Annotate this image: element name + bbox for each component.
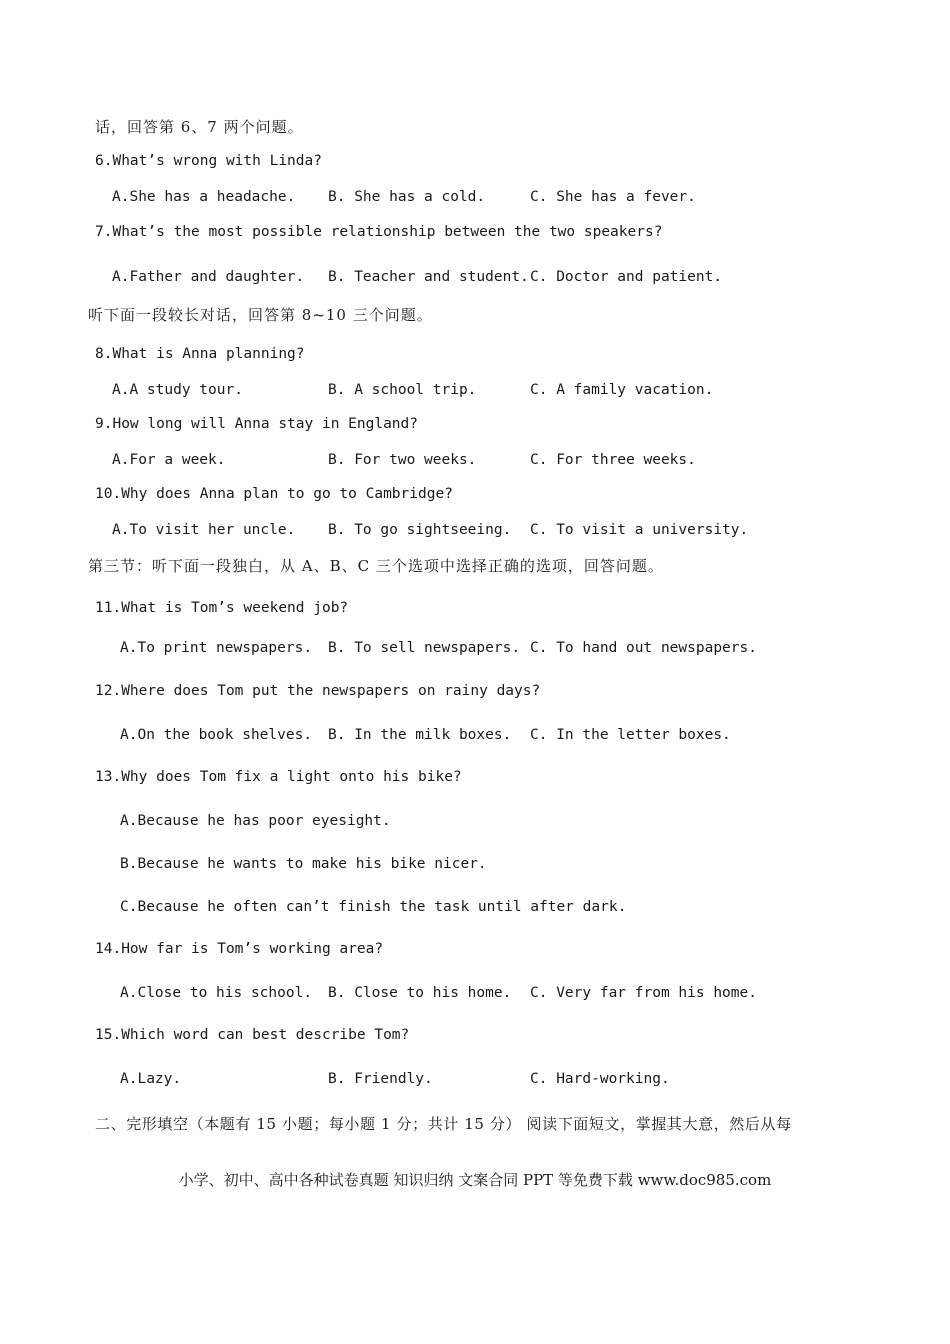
- q13-option-c: C.Because he often can’t finish the task until after dark.: [120, 899, 627, 915]
- q14-option-b: B. Close to his home.: [328, 985, 512, 1001]
- q12-option-a: A.On the book shelves.: [120, 727, 313, 743]
- q14-option-a: A.Close to his school.: [120, 985, 313, 1001]
- q7-option-b: B. Teacher and student.: [328, 269, 529, 285]
- q9-option-c: C. For three weeks.: [530, 452, 696, 468]
- question-10: 10.Why does Anna plan to go to Cambridge?: [95, 486, 453, 502]
- q15-option-a: A.Lazy.: [120, 1071, 182, 1087]
- q7-option-a: A.Father and daughter.: [112, 269, 305, 285]
- q13-option-a: A.Because he has poor eyesight.: [120, 813, 391, 829]
- question-15: 15.Which word can best describe Tom?: [95, 1027, 410, 1043]
- q6-option-c: C. She has a fever.: [530, 189, 696, 205]
- q12-option-c: C. In the letter boxes.: [530, 727, 731, 743]
- question-6: 6.What’s wrong with Linda?: [95, 153, 322, 169]
- question-14: 14.How far is Tom’s working area?: [95, 941, 384, 957]
- question-8: 8.What is Anna planning?: [95, 346, 305, 362]
- intro-line: 话，回答第 6、7 两个问题。: [95, 118, 304, 136]
- question-13: 13.Why does Tom fix a light onto his bike?: [95, 769, 462, 785]
- q15-option-c: C. Hard-working.: [530, 1071, 670, 1087]
- question-9: 9.How long will Anna stay in England?: [95, 416, 419, 432]
- q8-option-a: A.A study tour.: [112, 382, 243, 398]
- section-heading-8-10: 听下面一段较长对话，回答第 8~10 三个问题。: [88, 306, 433, 324]
- q11-option-a: A.To print newspapers.: [120, 640, 313, 656]
- q11-option-c: C. To hand out newspapers.: [530, 640, 757, 656]
- q7-option-c: C. Doctor and patient.: [530, 269, 723, 285]
- q13-option-b: B.Because he wants to make his bike nicer.: [120, 856, 487, 872]
- question-11: 11.What is Tom’s weekend job?: [95, 600, 349, 616]
- q9-option-b: B. For two weeks.: [328, 452, 477, 468]
- q10-option-b: B. To go sightseeing.: [328, 522, 512, 538]
- q12-option-b: B. In the milk boxes.: [328, 727, 512, 743]
- part-two-heading: 二、完形填空（本题有 15 小题；每小题 1 分；共计 15 分） 阅读下面短文，掌握其大意，然后从每: [95, 1115, 792, 1133]
- q10-option-a: A.To visit her uncle.: [112, 522, 296, 538]
- q8-option-b: B. A school trip.: [328, 382, 477, 398]
- q10-option-c: C. To visit a university.: [530, 522, 749, 538]
- q9-option-a: A.For a week.: [112, 452, 226, 468]
- q8-option-c: C. A family vacation.: [530, 382, 714, 398]
- q6-option-a: A.She has a headache.: [112, 189, 296, 205]
- q15-option-b: B. Friendly.: [328, 1071, 433, 1087]
- page-footer: 小学、初中、高中各种试卷真题 知识归纳 文案合同 PPT 等免费下载 www.doc985.com: [178, 1171, 772, 1189]
- question-7: 7.What’s the most possible relationship between the two speakers?: [95, 224, 663, 240]
- q14-option-c: C. Very far from his home.: [530, 985, 757, 1001]
- section-heading-3: 第三节：听下面一段独白，从 A、B、C 三个选项中选择正确的选项，回答问题。: [88, 557, 664, 575]
- q11-option-b: B. To sell newspapers.: [328, 640, 521, 656]
- q6-option-b: B. She has a cold.: [328, 189, 486, 205]
- question-12: 12.Where does Tom put the newspapers on rainy days?: [95, 683, 541, 699]
